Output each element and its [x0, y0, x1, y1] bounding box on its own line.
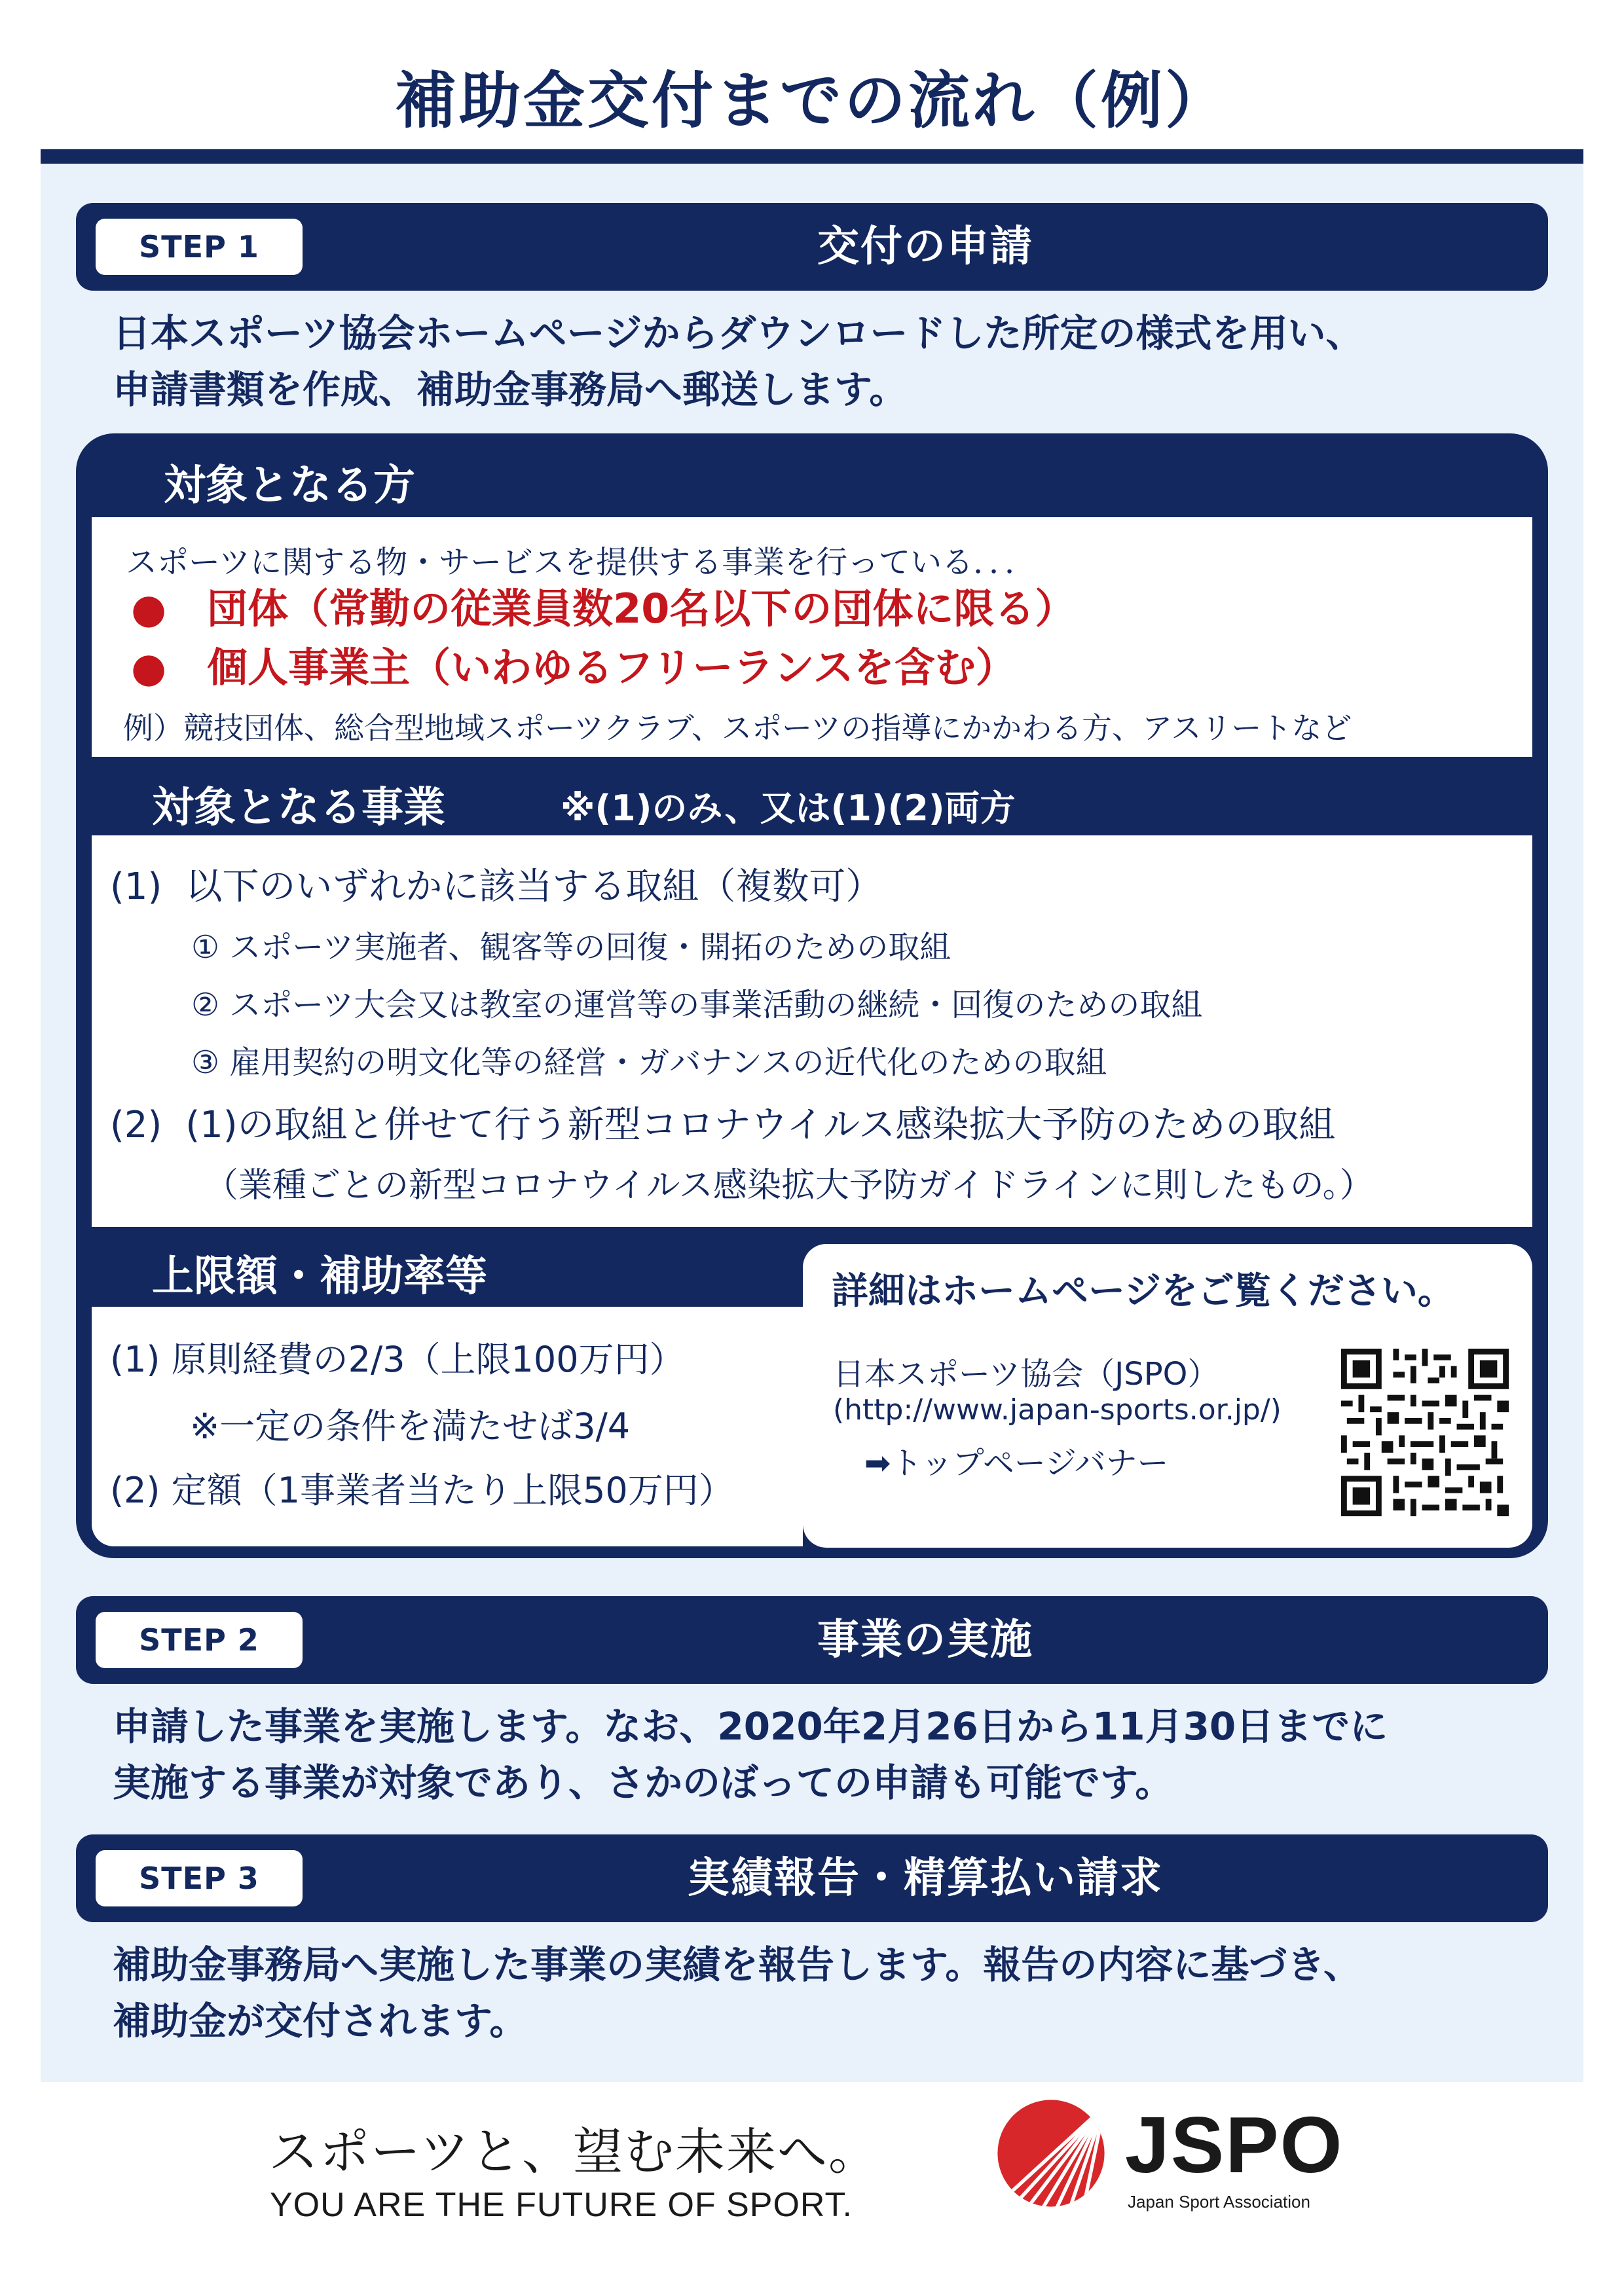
title-divider [41, 149, 1583, 164]
details-org: 日本スポーツ協会（JSPO） [833, 1356, 1219, 1393]
step2-text-line1: 申請した事業を実施します。なお、2020年2月26日から11月30日までに [113, 1704, 1388, 1749]
target-bullet1-text: 団体（常勤の従業員数20名以下の団体に限る） [207, 585, 1076, 632]
target-heading: 対象となる方 [164, 462, 415, 510]
qr-code-icon[interactable] [1341, 1349, 1509, 1516]
project-subitem1: ① スポーツ実施者、観客等の回復・開拓のための取組 [191, 929, 951, 966]
projects-note: ※(1)のみ、又は(1)(2)両方 [561, 788, 1016, 829]
project-item2-sub: （業種ごとの新型コロナウイルス感染拡大予防ガイドラインに則したもの。） [204, 1166, 1374, 1205]
project-subitem2: ② スポーツ大会又は教室の運営等の事業活動の継続・回復のための取組 [191, 987, 1203, 1023]
project-item2-text: (1)の取組と併せて行う新型コロナウイルス感染拡大予防のための取組 [185, 1104, 1336, 1146]
project-item2-num: (2) [110, 1104, 162, 1146]
step2-title: 事業の実施 [817, 1616, 1033, 1664]
target-example: 例）競技団体、総合型地域スポーツクラブ、スポーツの指導にかかわる方、アスリートなど [123, 710, 1352, 746]
page-title: 補助金交付までの流れ（例） [394, 65, 1229, 137]
target-bullet2 [131, 635, 1016, 693]
project-item1 [110, 858, 882, 910]
bullet-icon: ● [131, 644, 167, 691]
projects-heading: 対象となる事業 [152, 784, 445, 832]
step1-text-line2: 申請書類を作成、補助金事務局へ郵送します。 [113, 367, 908, 412]
details-url[interactable]: (http://www.japan-sports.or.jp/) [833, 1393, 1282, 1427]
step3-label: STEP 3 [96, 1850, 303, 1906]
limits-line1: (1) 原則経費の2/3（上限100万円） [110, 1339, 685, 1380]
step3-header [76, 1834, 1548, 1922]
step1-text-line1: 日本スポーツ協会ホームページからダウンロードした所定の様式を用い、 [113, 311, 1364, 355]
bullet-icon: ● [131, 585, 167, 632]
jspo-logo-icon [995, 2098, 1107, 2209]
step1-label: STEP 1 [96, 219, 303, 275]
step3-text-line2: 補助金が交付されます。 [113, 1999, 528, 2043]
jspo-logo-subtitle: Japan Sport Association [1128, 2192, 1310, 2212]
step1-header [76, 203, 1548, 291]
slogan-english: YOU ARE THE FUTURE OF SPORT. [270, 2186, 853, 2224]
step2-label: STEP 2 [96, 1612, 303, 1668]
step3-title: 実績報告・精算払い請求 [688, 1854, 1163, 1903]
limits-line1-note: ※一定の条件を満たせば3/4 [190, 1406, 631, 1447]
target-intro: スポーツに関する物・サービスを提供する事業を行っている．．． [126, 544, 1037, 581]
target-bullet2-text: 個人事業主（いわゆるフリーランスを含む） [207, 644, 1016, 691]
step3-text-line1: 補助金事務局へ実施した事業の実績を報告します。報告の内容に基づき、 [113, 1942, 1362, 1987]
step1-title: 交付の申請 [817, 223, 1033, 271]
target-bullet1 [131, 576, 1075, 634]
jspo-logo-text: JSPO [1125, 2100, 1344, 2189]
details-link[interactable]: ➡トップページバナー [864, 1445, 1169, 1482]
slogan-japanese: スポーツと、望む未来へ。 [268, 2123, 879, 2181]
limits-heading: 上限額・補助率等 [152, 1252, 487, 1301]
project-subitem3: ③ 雇用契約の明文化等の経営・ガバナンスの近代化のための取組 [191, 1044, 1107, 1081]
project-item1-num: (1) [110, 866, 162, 908]
details-heading: 詳細はホームページをご覧ください。 [832, 1270, 1454, 1313]
step2-header [76, 1596, 1548, 1684]
project-item1-text: 以下のいずれかに該当する取組（複数可） [185, 866, 883, 908]
project-item2 [110, 1096, 1335, 1148]
limits-line2: (2) 定額（1事業者当たり上限50万円） [110, 1470, 734, 1511]
step2-text-line2: 実施する事業が対象であり、さかのぼっての申請も可能です。 [113, 1760, 1173, 1805]
